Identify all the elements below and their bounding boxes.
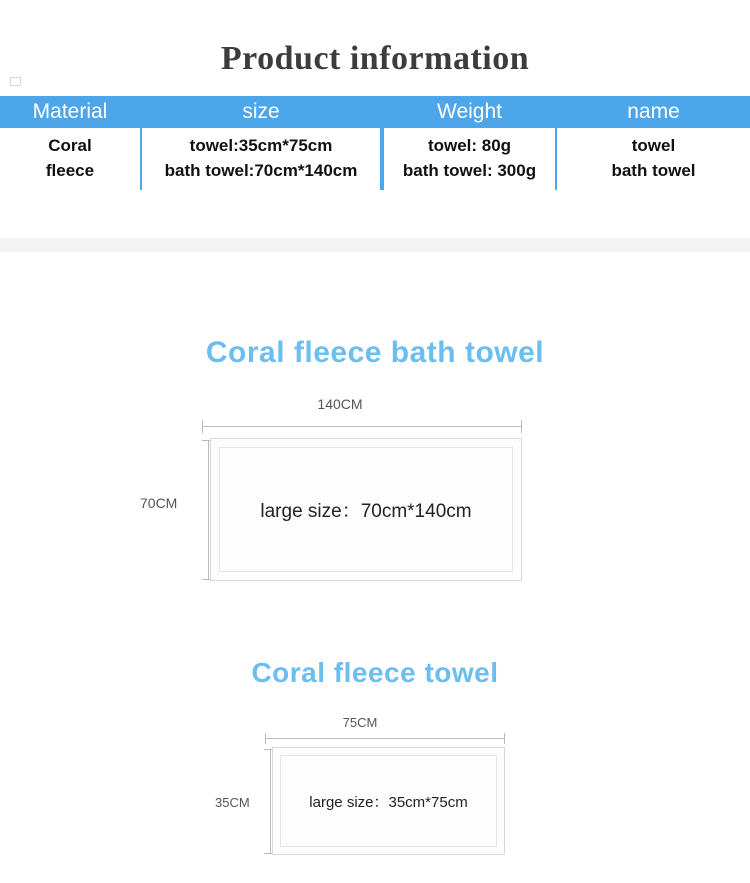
spec-size-line1: towel:35cm*75cm <box>189 136 333 156</box>
towel-left-rule <box>270 749 271 854</box>
towel-rect <box>272 747 505 855</box>
section-divider-band <box>0 238 750 252</box>
spec-weight-line2: bath towel: 300g <box>402 161 537 180</box>
towel-size-text: large size：35cm*75cm <box>309 793 468 811</box>
bath-towel-diagram <box>140 396 610 591</box>
bath-towel-size-text: large size：70cm*140cm <box>260 501 472 522</box>
bath-top-rule <box>202 426 522 427</box>
spec-name-line1: towel <box>631 136 676 156</box>
bath-height-label: 70CM <box>140 495 178 511</box>
bath-width-label: 140CM <box>317 396 363 412</box>
towel-inner-border <box>280 755 497 847</box>
spec-cell-material <box>0 128 140 190</box>
bath-top-tick-left <box>202 420 203 433</box>
spec-material-line1: Coral <box>48 136 92 156</box>
bath-towel-rect <box>210 438 522 581</box>
section-heading-bath-towel: Coral fleece bath towel <box>205 336 545 369</box>
towel-height-label: 35CM <box>215 795 250 810</box>
spec-header-weight: Weight <box>437 100 502 123</box>
spec-header-material: Material <box>32 100 108 123</box>
stray-mark <box>10 77 21 86</box>
towel-top-tick-right <box>504 733 505 744</box>
spec-table-header-row <box>0 96 750 128</box>
spec-size-line2: bath towel:70cm*140cm <box>164 161 358 180</box>
page-title: Product information <box>220 40 530 77</box>
spec-name-line2: bath towel <box>611 161 696 180</box>
towel-diagram <box>215 715 535 860</box>
section-heading-towel: Coral fleece towel <box>251 657 499 688</box>
spec-table <box>0 96 750 190</box>
towel-top-tick-left <box>265 733 266 744</box>
spec-cell-weight <box>382 128 557 190</box>
bath-towel-inner-border <box>219 447 513 572</box>
spec-header-name: name <box>627 100 680 123</box>
spec-header-size: size <box>242 100 280 123</box>
spec-cell-size <box>140 128 382 190</box>
towel-width-label: 75CM <box>342 715 378 730</box>
spec-table-row <box>0 128 750 190</box>
bath-top-tick-right <box>521 420 522 433</box>
towel-top-rule <box>265 738 505 739</box>
spec-material-line2: fleece <box>45 161 95 180</box>
bath-left-rule <box>208 440 209 580</box>
spec-weight-line1: towel: 80g <box>427 136 512 156</box>
spec-cell-name <box>557 128 750 190</box>
